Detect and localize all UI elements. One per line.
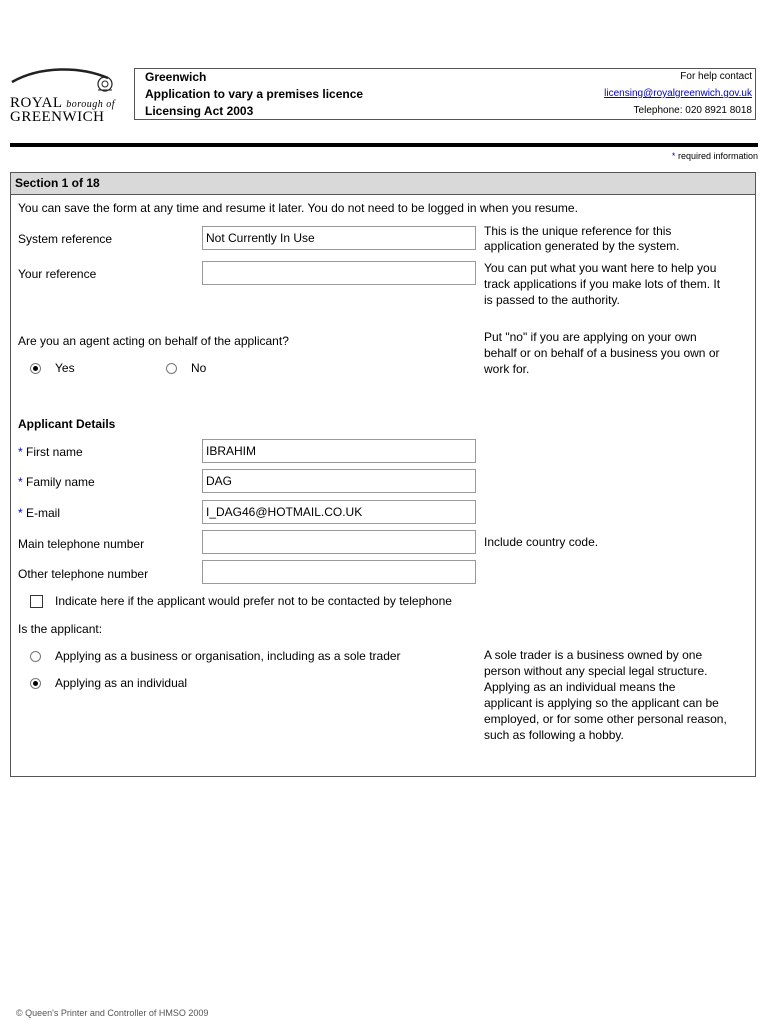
page-title: Application to vary a premises licence	[145, 87, 364, 101]
system-reference-label: System reference	[18, 232, 113, 246]
individual-radio[interactable]	[30, 678, 41, 689]
required-note-text: required information	[677, 151, 758, 161]
family-name-label: * Family name	[18, 475, 95, 489]
your-reference-hint-3: is passed to the authority.	[484, 293, 620, 307]
required-star: *	[18, 445, 23, 459]
required-information-note	[672, 151, 758, 161]
applicant-type-hint-6: such as following a hobby.	[484, 728, 624, 742]
section-intro: You can save the form at any time and resume it later. You do not need to be logged in when you resume.	[18, 201, 578, 215]
agent-no-label[interactable]: No	[191, 361, 207, 375]
logo-greenwich-text: GREENWICH	[10, 109, 105, 125]
your-reference-label: Your reference	[18, 267, 97, 281]
header-divider	[10, 143, 758, 147]
agent-yes-label[interactable]: Yes	[55, 361, 75, 375]
section-title: Section 1 of 18	[15, 176, 100, 190]
required-star: *	[671, 151, 676, 161]
logo-royal-text: ROYAL borough of	[10, 95, 116, 111]
no-phone-contact-checkbox[interactable]	[30, 595, 43, 608]
copyright-footer: © Queen's Printer and Controller of HMSO 2009	[16, 1008, 209, 1018]
applicant-type-hint-1: A sole trader is a business owned by one	[484, 648, 703, 662]
business-option-label[interactable]: Applying as a business or organisation, including as a sole trader	[55, 649, 401, 663]
first-name-input[interactable]	[202, 439, 476, 463]
agent-hint-1: Put "no" if you are applying on your own	[484, 330, 697, 344]
required-star: *	[18, 475, 23, 489]
main-phone-label: Main telephone number	[18, 537, 145, 551]
email-input[interactable]	[202, 500, 476, 524]
main-phone-input[interactable]	[202, 530, 476, 554]
your-reference-hint-1: You can put what you want here to help you	[484, 261, 717, 275]
help-phone: Telephone: 020 8921 8018	[633, 105, 752, 116]
help-label: For help contact	[680, 71, 752, 82]
applicant-type-hint-2: person without any special legal structure.	[484, 664, 708, 678]
individual-option-label[interactable]: Applying as an individual	[55, 676, 188, 690]
other-phone-input[interactable]	[202, 560, 476, 584]
main-phone-hint: Include country code.	[484, 535, 599, 549]
your-reference-hint-2: track applications if you make lots of them. It	[484, 277, 721, 291]
header-act-name: Licensing Act 2003	[145, 104, 254, 118]
first-name-label: * First name	[18, 445, 83, 459]
no-phone-contact-label[interactable]: Indicate here if the applicant would prefer not to be contacted by telephone	[55, 594, 452, 608]
applicant-details-heading: Applicant Details	[18, 417, 116, 431]
agent-hint-3: work for.	[484, 362, 530, 376]
agent-yes-radio[interactable]	[30, 363, 41, 374]
system-reference-input[interactable]	[202, 226, 476, 250]
help-email-link[interactable]: licensing@royalgreenwich.gov.uk	[604, 88, 752, 99]
business-radio[interactable]	[30, 651, 41, 662]
agent-hint-2: behalf or on behalf of a business you own or	[484, 346, 720, 360]
your-reference-input[interactable]	[202, 261, 476, 285]
other-phone-label: Other telephone number	[18, 567, 149, 581]
family-name-input[interactable]	[202, 469, 476, 493]
applicant-type-hint-3: Applying as an individual means the	[484, 680, 676, 694]
logo-borough-text: borough of	[66, 99, 116, 110]
system-reference-hint-2: application generated by the system.	[484, 239, 680, 253]
section-header	[11, 173, 755, 195]
applicant-type-hint-4: applicant is applying so the applicant can be	[484, 696, 719, 710]
header-council-name: Greenwich	[145, 70, 207, 84]
required-star: *	[18, 506, 23, 520]
system-reference-hint-1: This is the unique reference for this	[484, 224, 672, 238]
agent-no-radio[interactable]	[166, 363, 177, 374]
email-label: * E-mail	[18, 506, 61, 520]
applicant-type-question: Is the applicant:	[18, 622, 103, 636]
applicant-type-hint-5: employed, or for some other personal reason,	[484, 712, 727, 726]
agent-question: Are you an agent acting on behalf of the applicant?	[18, 334, 289, 348]
